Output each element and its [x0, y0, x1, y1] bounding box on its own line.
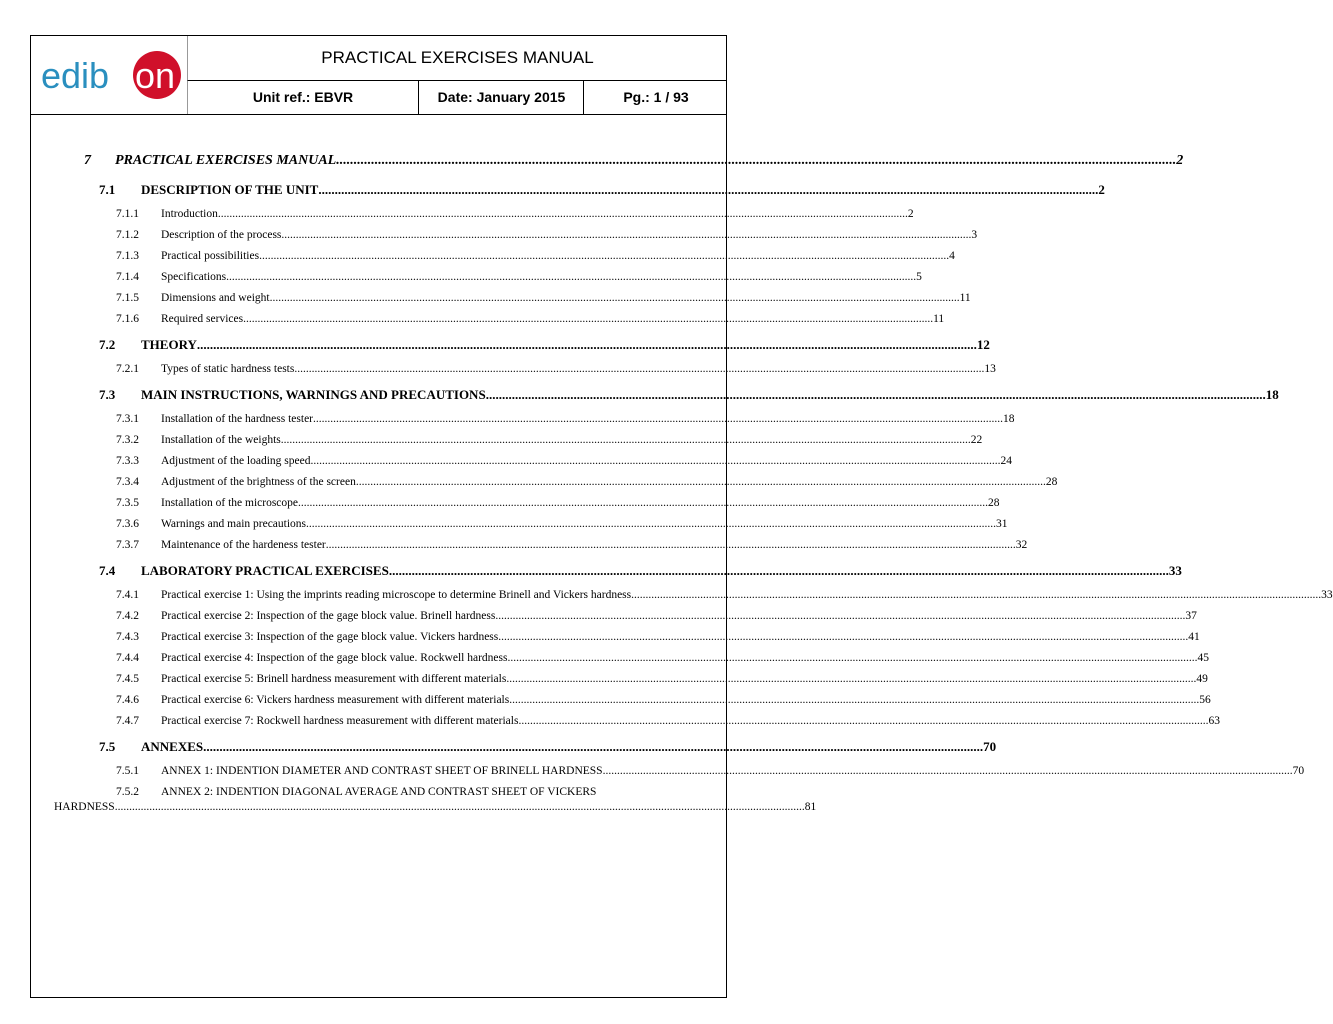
- toc-dot-leader: [218, 204, 908, 225]
- header-meta-row: [187, 80, 727, 114]
- toc-entry-page: 11: [959, 292, 971, 304]
- toc-entry-title: Required services: [161, 313, 244, 325]
- toc-entry-title: PRACTICAL EXERCISES MANUAL: [115, 153, 337, 168]
- toc-entry-title: Types of static hardness tests: [161, 363, 295, 375]
- toc-entry-title: MAIN INSTRUCTIONS, WARNINGS AND PRECAUTIONS: [141, 387, 486, 402]
- toc-entry-number: 7.4.6: [116, 694, 139, 706]
- page-number: Pg.: 1 / 93: [583, 81, 728, 114]
- toc-entry-page: 2: [1176, 153, 1184, 168]
- toc-entry-page: 22: [970, 434, 983, 446]
- toc-entry-number: 7.4.7: [116, 715, 139, 727]
- toc-wrapped-line-2: [0, 800, 817, 815]
- toc-subsection-entry[interactable]: [54, 359, 996, 380]
- manual-title: PRACTICAL EXERCISES MANUAL: [187, 36, 727, 80]
- toc-entry-number: 7.1.4: [116, 271, 139, 283]
- toc-dot-leader: [243, 309, 933, 330]
- toc-subsection-entry[interactable]: [54, 514, 1008, 535]
- toc-entry-title: Practical exercise 5: Brinell hardness measurement with different materials: [161, 673, 507, 685]
- toc-entry-title: Maintenance of the hardeness tester: [161, 539, 326, 551]
- toc-entry-title: Installation of the weights: [161, 434, 281, 446]
- toc-dot-leader: [281, 225, 971, 246]
- toc-subsection-entry[interactable]: [54, 288, 971, 309]
- toc-entry-number: 7.4: [99, 563, 116, 578]
- toc-entry-page: 41: [1188, 631, 1200, 643]
- toc-entry-page: 2: [1098, 182, 1105, 197]
- toc-entry-page: 28: [1045, 476, 1058, 488]
- logo-cell: [31, 36, 187, 114]
- toc-section-entry[interactable]: [54, 182, 1105, 204]
- toc-entry-number: 7.1.2: [116, 229, 139, 241]
- toc-entry-number: 7.2.1: [116, 363, 139, 375]
- toc-entry-title-continued: HARDNESS: [54, 801, 115, 813]
- toc-entry-number: 7.1.5: [116, 292, 139, 304]
- toc-section-entry[interactable]: [54, 739, 997, 761]
- toc-entry-page: 18: [1003, 413, 1015, 425]
- toc-entry-page: 5: [916, 271, 922, 283]
- toc-subsection-entry[interactable]: [54, 204, 914, 225]
- toc-entry-number: 7.5.1: [116, 765, 139, 777]
- toc-entry-number: 7.1.3: [116, 250, 139, 262]
- toc-entry-number: 7.1.6: [116, 313, 139, 325]
- toc-entry-number: 7.3: [99, 387, 116, 402]
- toc-dot-leader: [318, 182, 1098, 198]
- toc-entry-title: Installation of the hardness tester: [161, 413, 314, 425]
- toc-section-entry[interactable]: [54, 563, 1182, 585]
- toc-entry-page: 3: [971, 229, 978, 241]
- toc-subsection-entry[interactable]: [54, 409, 1015, 430]
- toc-subsection-entry[interactable]: [54, 493, 1000, 514]
- toc-entry-number: 7.3.6: [116, 518, 139, 530]
- toc-entry-title: Practical exercise 7: Rockwell hardness measurement with different materials: [161, 715, 519, 727]
- toc-entry-number: 7.3.3: [116, 455, 139, 467]
- toc-entry-number: 7.1: [99, 182, 116, 197]
- document-header: [31, 36, 726, 115]
- toc-dot-leader: [507, 648, 1197, 669]
- toc-entry-page: 2: [907, 208, 914, 220]
- toc-entry-title: Practical exercise 6: Vickers hardness measurement with different materials: [161, 694, 510, 706]
- toc-entry-number: 7.3.1: [116, 413, 139, 425]
- toc-entry-page: 37: [1185, 610, 1197, 622]
- toc-entry-number: 7.4.4: [116, 652, 139, 664]
- toc-entry-title: Adjustment of the brightness of the screen: [161, 476, 356, 488]
- toc-subsection-entry[interactable]: [54, 761, 1305, 782]
- toc-entry-title: DESCRIPTION OF THE UNIT: [141, 182, 319, 197]
- unit-ref: Unit ref.: EBVR: [252, 89, 354, 105]
- toc-entry-page: 32: [1015, 539, 1028, 551]
- toc-entry-title: Practical exercise 3: Inspection of the gage block value. Vickers hardness: [161, 631, 499, 643]
- toc-entry-title: ANNEXES: [141, 739, 204, 754]
- toc-dot-leader: [495, 606, 1185, 627]
- toc-wrapped-line-1: [54, 785, 706, 800]
- toc-entry-number: 7.3.2: [116, 434, 139, 446]
- toc-dot-leader: [603, 761, 1293, 782]
- toc-entry-title: ANNEX 1: INDENTION DIAMETER AND CONTRAST SHEET OF BRINELL HARDNESS: [161, 765, 603, 777]
- toc-subsection-entry[interactable]: [54, 627, 1200, 648]
- toc-entry-number: 7.4.1: [116, 589, 139, 601]
- toc-entry-title: Installation of the microscope: [161, 497, 299, 509]
- toc-dot-leader: [518, 711, 1208, 732]
- toc-section-entry[interactable]: [54, 337, 990, 359]
- toc-entry-title: Introduction: [161, 208, 218, 220]
- toc-entry-page: 33: [1168, 563, 1182, 578]
- toc-chapter-entry[interactable]: [54, 153, 1184, 175]
- toc-entry-title: Practical exercise 4: Inspection of the gage block value. Rockwell hardness: [161, 652, 508, 664]
- toc-dot-leader: [294, 359, 984, 380]
- edibon-logo: [39, 50, 184, 100]
- toc-entry-number: 7.3.4: [116, 476, 139, 488]
- toc-entry-page: 33: [1321, 589, 1333, 601]
- toc-subsection-entry-wrapped[interactable]: [54, 782, 817, 815]
- toc-entry-title: Specifications: [161, 271, 227, 283]
- toc-subsection-entry[interactable]: [54, 669, 1208, 690]
- toc-entry-title: LABORATORY PRACTICAL EXERCISES: [141, 563, 389, 578]
- logo-text-white: on: [135, 55, 176, 96]
- toc-subsection-entry[interactable]: [54, 711, 1220, 732]
- toc-dot-leader: [506, 669, 1196, 690]
- toc-dot-leader: [509, 690, 1199, 711]
- toc-dot-leader: [259, 246, 949, 267]
- toc-dot-leader: [306, 514, 996, 535]
- document-date: Date: January 2015: [418, 81, 584, 114]
- toc-subsection-entry[interactable]: [54, 606, 1197, 627]
- toc-entry-title: Practical exercise 1: Using the imprints reading microscope to determine Brinell and Vickers hardness: [161, 589, 632, 601]
- toc-dot-leader: [298, 493, 988, 514]
- toc-subsection-entry[interactable]: [54, 246, 955, 267]
- toc-subsection-entry[interactable]: [54, 430, 983, 451]
- toc-entry-page: 28: [988, 497, 1000, 509]
- toc-entry-page: 56: [1199, 694, 1211, 706]
- toc-entry-page: 24: [1000, 455, 1012, 467]
- toc-entry-number: 7.5.2: [116, 786, 139, 798]
- toc-entry-number: 7.2: [99, 337, 116, 352]
- toc-section-entry[interactable]: [54, 387, 1279, 409]
- toc-dot-leader: [203, 739, 983, 755]
- toc-entry-page: 70: [1292, 765, 1305, 777]
- toc-subsection-entry[interactable]: [54, 225, 978, 246]
- toc-subsection-entry[interactable]: [54, 648, 1209, 669]
- toc-dot-leader: [326, 535, 1016, 556]
- toc-entry-page: 49: [1196, 673, 1208, 685]
- toc-dot-leader: [313, 409, 1003, 430]
- toc-entry-title: Dimensions and weight: [161, 292, 270, 304]
- toc-subsection-entry[interactable]: [54, 267, 922, 288]
- toc-entry-number: 7.3.7: [116, 539, 139, 551]
- toc-subsection-entry[interactable]: [54, 472, 1058, 493]
- toc-entry-number: 7.1.1: [116, 208, 139, 220]
- toc-entry-title: Practical exercise 2: Inspection of the gage block value. Brinell hardness: [161, 610, 496, 622]
- toc-dot-leader: [389, 563, 1169, 579]
- toc-entry-page: 13: [984, 363, 996, 375]
- toc-entry-number: 7.4.2: [116, 610, 139, 622]
- toc-subsection-entry[interactable]: [54, 309, 945, 330]
- toc-dot-leader: [486, 387, 1266, 403]
- toc-entry-number: 7.4.3: [116, 631, 139, 643]
- toc-dot-leader: [336, 153, 1176, 169]
- toc-entry-page: 4: [949, 250, 955, 262]
- toc-dot-leader: [115, 800, 805, 815]
- toc-dot-leader: [310, 451, 1000, 472]
- toc-entry-number: 7.3.5: [116, 497, 139, 509]
- toc-entry-page: 11: [933, 313, 945, 325]
- toc-entry-number: 7.5: [99, 739, 116, 754]
- toc-entry-page: 63: [1208, 715, 1220, 727]
- toc-entry-title: Warnings and main precautions: [161, 518, 307, 530]
- toc-entry-number: 7: [84, 153, 91, 168]
- toc-entry-page: 18: [1265, 387, 1279, 402]
- toc-entry-page: 81: [804, 801, 817, 813]
- toc-entry-page: 70: [983, 739, 997, 754]
- toc-entry-title: Practical possibilities: [161, 250, 260, 262]
- toc-entry-page: 45: [1197, 652, 1209, 664]
- table-of-contents: [54, 148, 1333, 815]
- toc-subsection-entry[interactable]: [54, 585, 1333, 606]
- toc-dot-leader: [631, 585, 1321, 606]
- toc-dot-leader: [270, 288, 960, 309]
- toc-dot-leader: [498, 627, 1188, 648]
- toc-subsection-entry[interactable]: [54, 451, 1012, 472]
- toc-subsection-entry[interactable]: [54, 690, 1211, 711]
- toc-entry-number: 7.4.5: [116, 673, 139, 685]
- toc-subsection-entry[interactable]: [54, 535, 1028, 556]
- toc-dot-leader: [226, 267, 916, 288]
- toc-dot-leader: [197, 337, 977, 353]
- toc-entry-title: THEORY: [141, 337, 197, 352]
- toc-entry-title: Description of the process: [161, 229, 282, 241]
- toc-entry-page: 31: [996, 518, 1008, 530]
- toc-dot-leader: [281, 430, 971, 451]
- toc-entry-title: Adjustment of the loading speed: [161, 455, 311, 467]
- toc-entry-title: ANNEX 2: INDENTION DIAGONAL AVERAGE AND CONTRAST SHEET OF VICKERS: [161, 786, 597, 798]
- toc-entry-page: 12: [976, 337, 990, 352]
- toc-dot-leader: [356, 472, 1046, 493]
- logo-text-blue: edib: [41, 55, 110, 96]
